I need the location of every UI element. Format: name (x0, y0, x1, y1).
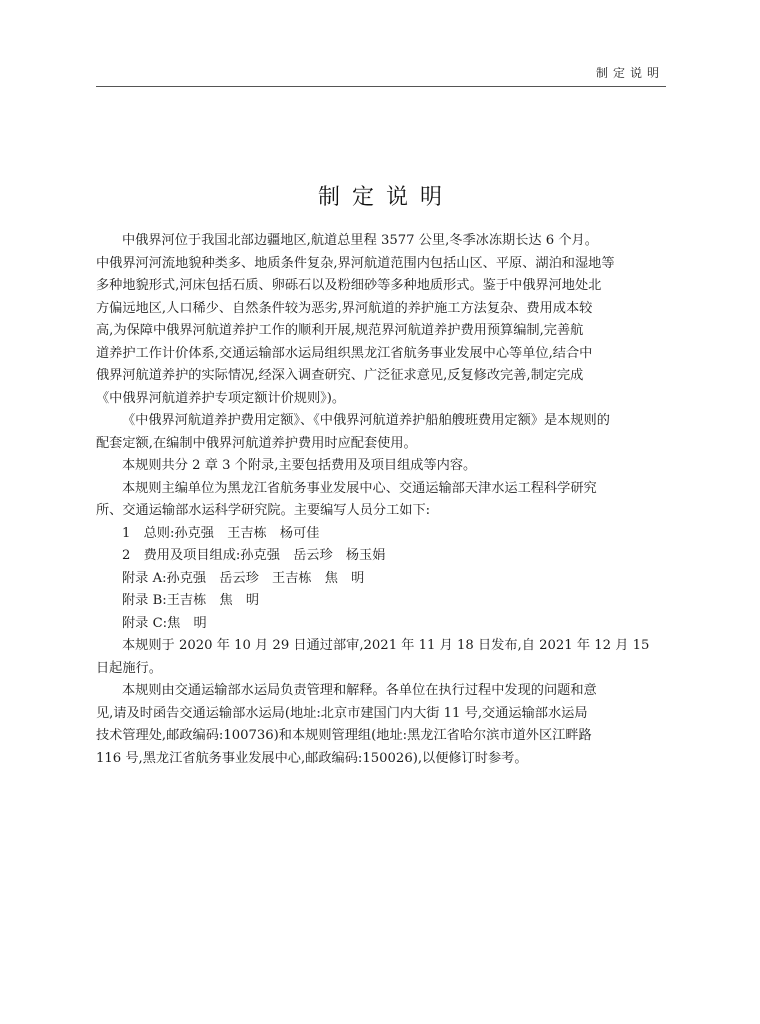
body-line: 方偏远地区,人口稀少、自然条件较为恶劣,界河航道的养护施工方法复杂、费用成本较 (96, 300, 593, 316)
body-line: 1 总则:孙克强 王吉栋 杨可佳 (122, 525, 320, 541)
body-line: 中俄界河位于我国北部边疆地区,航道总里程 3577 公里,冬季冰冻期长达 6 个月。 (122, 233, 598, 248)
body-line: 见,请及时函告交通运输部水运局(地址:北京市建国门内大街 11 号,交通运输部水运局 (96, 705, 588, 721)
body-line: 俄界河航道养护的实际情况,经深入调查研究、广泛征求意见,反复修改完善,制定完成 (96, 368, 584, 383)
body-line: 附录 B:王吉栋 焦 明 (122, 593, 260, 608)
body-line: 《中俄界河航道养护专项定额计价规则》)。 (96, 390, 346, 406)
body-line: 本规则共分 2 章 3 个附录,主要包括费用及项目组成等内容。 (122, 458, 477, 473)
body-line: 技术管理处,邮政编码:100736)和本规则管理组(地址:黑龙江省哈尔滨市道外区江畔路 (96, 728, 592, 743)
header-rule (96, 86, 666, 87)
page-title: 制定说明 (317, 185, 454, 210)
body-line: 中俄界河河流地貌种类多、地质条件复杂,界河航道范围内包括山区、平原、湖泊和湿地等 (96, 255, 615, 271)
body-line: 高,为保障中俄界河航道养护工作的顺利开展,规范界河航道养护费用预算编制,完善航 (96, 323, 584, 338)
body-line: 道养护工作计价体系,交通运输部水运局组织黑龙江省航务事业发展中心等单位,结合中 (96, 345, 593, 361)
running-header-title: 制定说明 (595, 66, 664, 80)
body-line: 116 号,黑龙江省航务事业发展中心,邮政编码:150026),以便修订时参考。 (96, 750, 528, 766)
body-text (96, 230, 666, 770)
body-line: 多种地貌形式,河床包括石质、卵砾石以及粉细砂等多种地质形式。鉴于中俄界河地处北 (96, 278, 602, 293)
body-line: 配套定额,在编制中俄界河航道养护费用时应配套使用。 (96, 435, 417, 451)
body-line: 日起施行。 (96, 660, 162, 676)
body-line: 附录 C:焦 明 (122, 615, 207, 631)
body-line: 所、交通运输部水运科学研究院。主要编写人员分工如下: (96, 503, 431, 518)
body-line: 本规则由交通运输部水运局负责管理和解释。各单位在执行过程中发现的问题和意 (122, 683, 597, 698)
body-line: 《中俄界河航道养护费用定额》、《中俄界河航道养护船舶艘班费用定额》是本规则的 (122, 413, 610, 428)
body-line: 附录 A:孙克强 岳云珍 王吉栋 焦 明 (122, 570, 365, 586)
body-line: 本规则于 2020 年 10 月 29 日通过部审,2021 年 11 月 18 日发布,自 2021 年 12 月 15 (122, 638, 650, 653)
body-line: 2 费用及项目组成:孙克强 岳云珍 杨玉娟 (122, 548, 386, 563)
body-line: 本规则主编单位为黑龙江省航务事业发展中心、交通运输部天津水运工程科学研究 (122, 480, 597, 496)
